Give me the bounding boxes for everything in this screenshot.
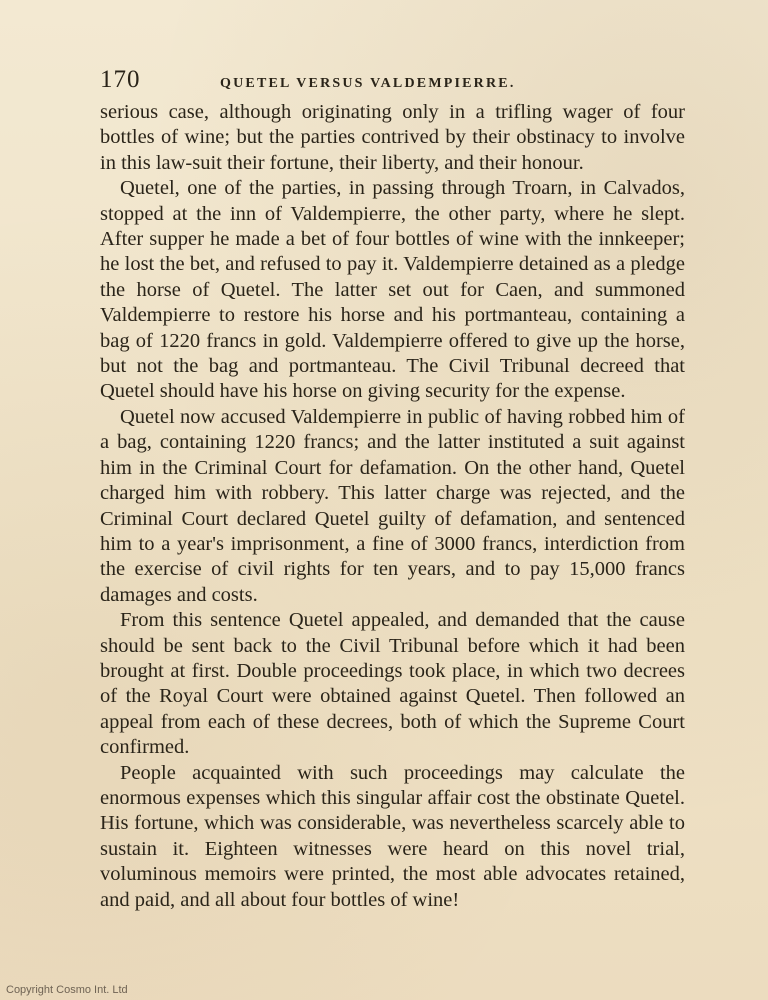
- paragraph: Quetel, one of the parties, in passing through Troarn, in Calvados, stopped at the inn of Valdempierre, the other party, where he slept. After supper he made a bet of four bottles of wine with the innkeeper; he lost the bet, and refused to pay it. Valdempierre detained as a pledge the horse of Quetel. The latter set out for Caen, and summoned Valdempierre to restore his horse and his portmanteau, containing a bag of 1220 francs in gold. Valdempierre offered to give up the horse, but not the bag and portmanteau. The Civil Tribunal decreed that Quetel should have his horse on giving security for the expense.: [100, 177, 685, 403]
- page-number: 170: [100, 66, 141, 93]
- running-title: QUETEL VERSUS VALDEMPIERRE.: [220, 76, 516, 91]
- copyright-watermark: Copyright Cosmo Int. Ltd: [6, 984, 128, 996]
- running-head: [100, 66, 685, 100]
- paragraph-continuation: serious case, although originating only in a trifling wager of four bottles of wine; but the parties contrived by their obstinacy to involve in this law-suit their fortune, their liberty, and their honour.: [100, 101, 685, 174]
- paragraph: From this sentence Quetel appealed, and demanded that the cause should be sent back to the Civil Tribunal before which it had been brought at first. Double proceedings took place, in which two decrees of the Royal Court were obtained against Quetel. Then followed an appeal from each of these decrees, both of which the Supreme Court confirmed.: [100, 609, 685, 759]
- paragraph: Quetel now accused Valdempierre in public of having robbed him of a bag, containing 1220 francs; and the latter instituted a suit against him in the Criminal Court for defamation. On the other hand, Quetel charged him with robbery. This latter charge was rejected, and the Criminal Court declared Quetel guilty of defamation, and sentenced him to a year's imprisonment, a fine of 3000 francs, interdiction from the exercise of civil rights for ten years, and to pay 15,000 francs damages and costs.: [100, 405, 685, 606]
- text-block: [100, 66, 685, 913]
- paragraph: People acquainted with such proceedings may calculate the enormous expenses which this singular affair cost the obstinate Quetel. His fortune, which was considerable, was nevertheless scarcely able to sustain it. Eighteen witnesses were heard on this novel trial, voluminous memoirs were printed, the most able advocates retained, and paid, and all about four bottles of wine!: [100, 761, 685, 911]
